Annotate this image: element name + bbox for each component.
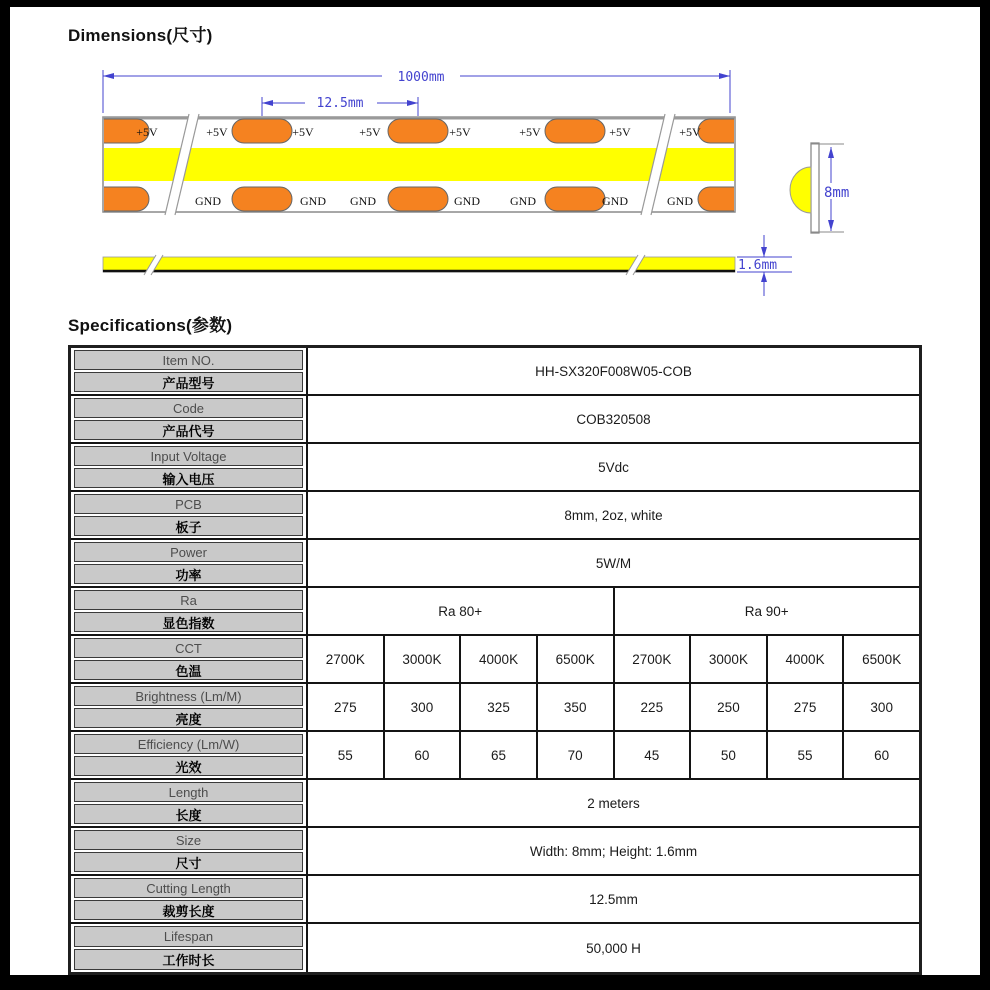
pad-label-5v: +5V (359, 125, 381, 139)
table-row-brightness (71, 684, 919, 732)
row-label-en: Power (170, 544, 207, 560)
strip-side-view (103, 235, 794, 296)
efficiency-cell: 55 (768, 732, 845, 778)
pad-label-5v: +5V (206, 125, 228, 139)
pad-label-5v: +5V (609, 125, 631, 139)
dimension-1-6mm (736, 235, 794, 296)
pad-label-gnd: GND (602, 194, 628, 208)
table-row-cct (71, 636, 919, 684)
dim-cut-label: 12.5mm (316, 96, 364, 111)
brightness-cell: 300 (385, 684, 462, 730)
dimensions-title: Dimensions(尺寸) (68, 26, 213, 45)
pad-label-5v: +5V (136, 125, 158, 139)
table-row-code (71, 396, 919, 444)
row-label-en: Efficiency (Lm/W) (137, 736, 240, 752)
cct-cell: 6500K (862, 651, 902, 667)
row-label-en: Size (175, 832, 202, 848)
phosphor-band (104, 148, 734, 181)
row-label-en: Brightness (Lm/M) (135, 688, 242, 704)
dimension-1000mm (103, 68, 730, 113)
datasheet-page (10, 7, 980, 975)
row-label-cn: 尺寸 (175, 855, 202, 871)
cct-cell: 3000K (385, 636, 462, 682)
dimension-12-5mm (262, 95, 418, 116)
row-label-cn: 输入电压 (162, 471, 215, 487)
row-label-cn: 长度 (175, 807, 202, 823)
table-row-size (71, 828, 919, 876)
table-row-length (71, 780, 919, 828)
table-row-item-no (71, 348, 919, 396)
row-value: 50,000 H (586, 940, 641, 956)
cct-cell: 3000K (691, 636, 768, 682)
cct-cell: 4000K (461, 636, 538, 682)
row-label-cn: 亮度 (175, 711, 202, 727)
table-row-pcb (71, 492, 919, 540)
cct-cell: 2700K (308, 636, 385, 682)
brightness-cell: 350 (538, 684, 615, 730)
row-value: Width: 8mm; Height: 1.6mm (529, 843, 698, 859)
brightness-cell: 275 (308, 684, 385, 730)
dim-width-label: 8mm (824, 185, 850, 201)
brightness-cell: 325 (461, 684, 538, 730)
row-label-cn: 板子 (175, 519, 202, 535)
row-label-en: Cutting Length (146, 880, 231, 896)
pad-label-gnd: GND (300, 194, 326, 208)
row-label-cn: 光效 (175, 759, 202, 775)
row-label-en: Length (168, 784, 209, 800)
dim-height-label: 1.6mm (738, 258, 778, 273)
pad-label-5v: +5V (519, 125, 541, 139)
row-value: 12.5mm (589, 891, 638, 907)
brightness-cell: 250 (691, 684, 768, 730)
brightness-cell: 300 (870, 699, 893, 715)
row-label-en: Item NO. (162, 352, 215, 368)
pad-label-5v: +5V (449, 125, 471, 139)
ra-cell: Ra 80+ (308, 588, 615, 634)
cct-cell: 2700K (615, 636, 692, 682)
efficiency-cell: 45 (615, 732, 692, 778)
efficiency-cell: 60 (874, 747, 890, 763)
row-label-cn: 产品型号 (162, 375, 215, 391)
efficiency-cell: 70 (538, 732, 615, 778)
row-label-en: CCT (175, 640, 202, 656)
row-label-en: Code (172, 400, 205, 416)
specifications-title: Specifications(参数) (68, 316, 233, 335)
pad-label-gnd: GND (350, 194, 376, 208)
row-value: HH-SX320F008W05-COB (535, 363, 692, 379)
row-label-en: Ra (180, 592, 197, 608)
table-row-lifespan (71, 924, 919, 972)
pad-label-5v: +5V (292, 125, 314, 139)
efficiency-cell: 50 (691, 732, 768, 778)
pad-label-gnd: GND (454, 194, 480, 208)
efficiency-cell: 60 (385, 732, 462, 778)
row-label-cn: 工作时长 (162, 953, 215, 968)
efficiency-cell: 55 (308, 732, 385, 778)
ra-cell: Ra 90+ (744, 603, 789, 619)
row-label-cn: 色温 (175, 663, 202, 679)
table-row-input-voltage (71, 444, 919, 492)
table-row-efficiency (71, 732, 919, 780)
row-label-cn: 功率 (175, 567, 202, 583)
strip-top-view (89, 114, 758, 215)
row-value: 2 meters (587, 795, 640, 811)
pad-label-gnd: GND (510, 194, 536, 208)
table-row-power (71, 540, 919, 588)
brightness-cell: 225 (615, 684, 692, 730)
row-label-cn: 产品代号 (162, 423, 215, 439)
pad-label-gnd: GND (195, 194, 221, 208)
pad-label-gnd: GND (667, 194, 693, 208)
row-value: 5W/M (595, 555, 632, 571)
table-row-cutting-length (71, 876, 919, 924)
row-label-en: Input Voltage (150, 448, 227, 464)
row-value: 8mm, 2oz, white (564, 507, 663, 523)
pad-label-5v: +5V (679, 125, 701, 139)
efficiency-cell: 65 (461, 732, 538, 778)
row-value: 5Vdc (598, 459, 629, 475)
row-value: COB320508 (576, 411, 651, 427)
row-label-en: PCB (175, 496, 202, 512)
strip-dimension-diagram (10, 7, 980, 307)
brightness-cell: 275 (768, 684, 845, 730)
row-label-cn: 显色指数 (162, 615, 215, 631)
row-label-en: Lifespan (163, 929, 214, 944)
specifications-table (68, 345, 922, 975)
dim-total-label: 1000mm (397, 70, 445, 85)
strip-cross-section (790, 143, 866, 233)
cct-cell: 4000K (768, 636, 845, 682)
led-dome (790, 167, 811, 213)
row-label-cn: 裁剪长度 (162, 903, 215, 919)
cct-cell: 6500K (538, 636, 615, 682)
table-row-ra (71, 588, 919, 636)
